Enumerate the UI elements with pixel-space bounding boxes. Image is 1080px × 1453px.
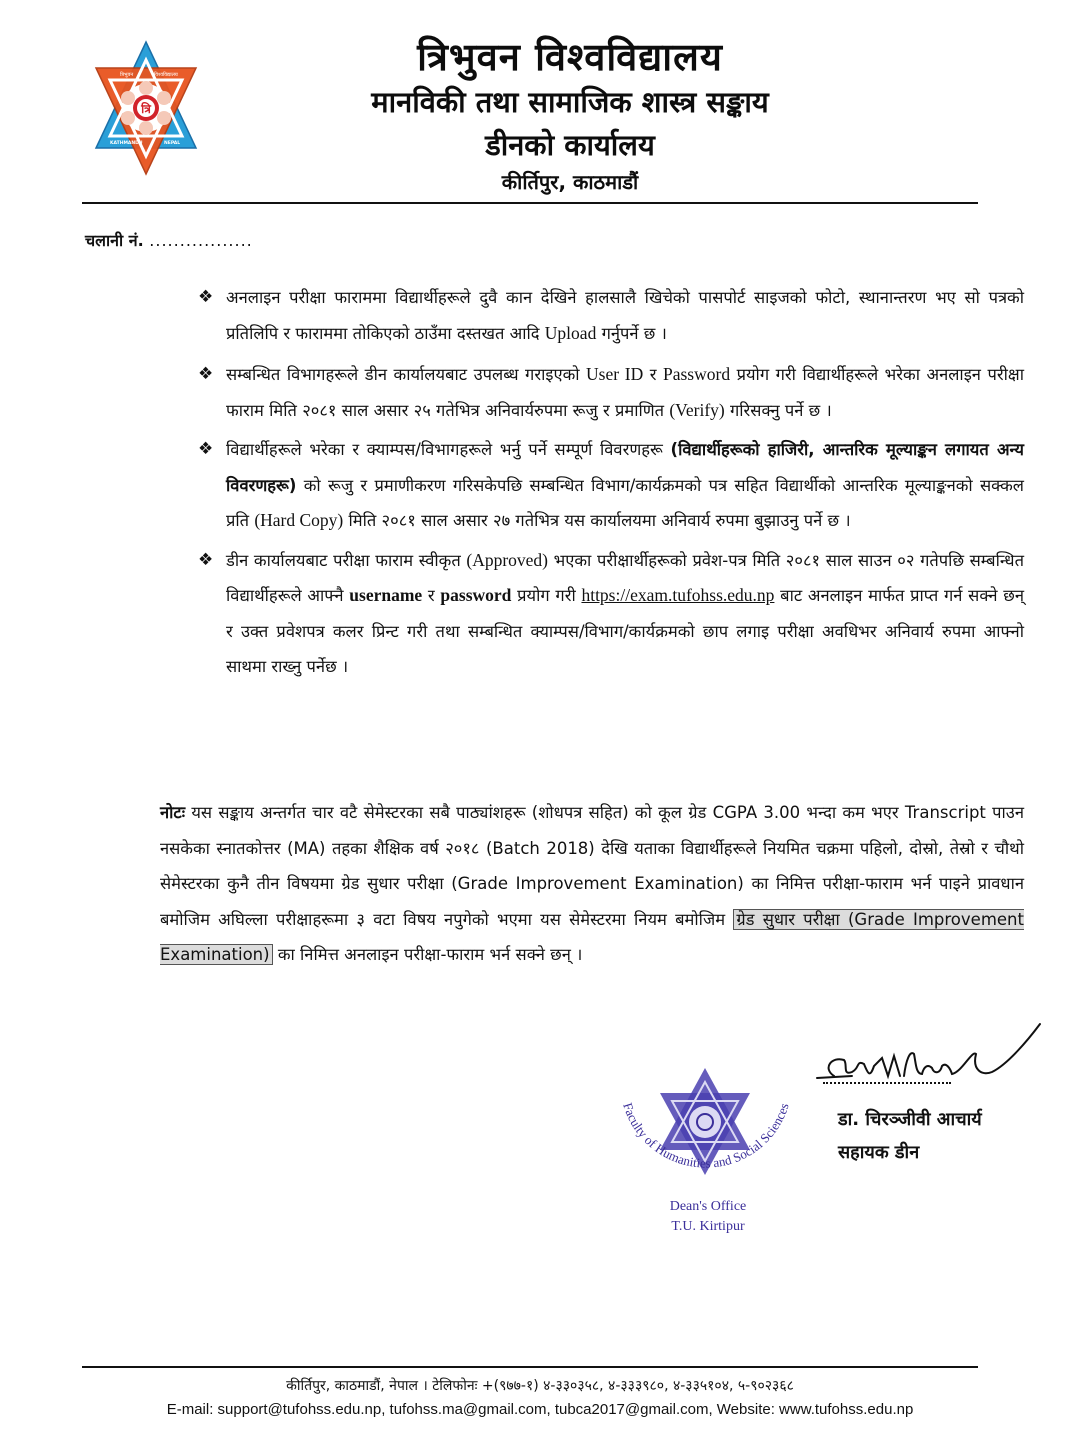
instruction-text-part: (Hard Copy) — [254, 510, 344, 530]
note-highlight: ग्रेड सुधार परीक्षा (Grade Improvement Examination) — [160, 909, 1024, 964]
logo-center-text: त्रि — [141, 102, 151, 116]
exam-portal-link[interactable]: https://exam.tufohss.edu.np — [581, 585, 775, 605]
instruction-text-part: (Verify) — [669, 399, 725, 420]
instruction-text-part: गर्नुपर्ने छ । — [596, 323, 667, 343]
office-name: डीनको कार्यालय — [485, 128, 655, 162]
instruction-text — [226, 288, 1024, 343]
footer-address-phone: कीर्तिपुर, काठमाडौं, नेपाल । टेलिफोनः +(९७७-१) ४-३३०३५८, ४-३३३९८०, ४-३३५१०४, ५-९०२३६८ — [286, 1378, 794, 1394]
instruction-text-part: प्रयोग गरी विद्यार्थीहरूले भरेका अनलाइन परीक्षा फाराम मिति २०८१ साल असार २५ गतेभित्र अनिवार्यरुपमा रूजु र प्रमाणित — [226, 365, 1024, 420]
stamp-line-2: T.U. Kirtipur — [671, 1219, 745, 1234]
instruction-text-part: (Approved) — [466, 549, 549, 570]
diamond-bullet-icon: ❖ — [198, 364, 214, 384]
instruction-text-part: username — [349, 585, 423, 605]
reference-label: चलानी नं. — [85, 231, 144, 250]
note-text-end: का निमित्त अनलाइन परीक्षा-फाराम भर्न सक्ने छन् । — [272, 945, 583, 964]
instruction-item — [198, 357, 1024, 428]
stamp-arc-text: Faculty of Humanities and Social Sciences — [620, 1100, 792, 1171]
instruction-list — [198, 280, 1024, 689]
instruction-text-part: (विद्यार्थीहरूको हाजिरी, आन्तरिक मूल्याङ्कन लगायत अन्य विवरणहरू) — [226, 440, 1024, 495]
logo-text-top-right: विश्वविद्यालय — [154, 72, 178, 78]
reference-number — [85, 229, 253, 251]
instruction-text-part: विद्यार्थीहरूले भरेका र क्याम्पस/विभागहरूले भर्नु पर्ने सम्पूर्ण विवरणहरू — [226, 440, 671, 459]
instruction-text-part: र — [422, 586, 441, 605]
faculty-name: मानविकी तथा सामाजिक शास्त्र सङ्काय — [371, 85, 769, 119]
instruction-text — [226, 440, 1024, 530]
instruction-text-part: बाट अनलाइन मार्फत प्राप्त गर्न सक्ने छन् र उक्त प्रवेशपत्र कलर प्रिन्ट गरी तथा सम्बन्धित क्याम्पस/विभाग/कार्यक्रमको छाप लगाइ परीक्षा अवधिभर अनिवार्य रुपमा आफ्नो साथमा राख्नु पर्नेछ । — [226, 586, 1024, 676]
footer-divider — [82, 1366, 978, 1368]
note-paragraph — [160, 795, 1024, 973]
signatory-title: सहायक डीन — [838, 1142, 920, 1163]
instruction-text-part: Password — [662, 364, 731, 384]
instruction-text-part: मिति २०८१ साल असार २७ गतेभित्र यस कार्यालयमा अनिवार्य रुपमा बुझाउनु पर्ने छ । — [343, 511, 851, 530]
instruction-item — [198, 280, 1024, 351]
instruction-text-part: भएका परीक्षार्थीहरूको प्रवेश-पत्र मिति २०८१ साल साउन ०२ गतेपछि सम्बन्धित विद्यार्थीहरूले आफ्नै — [226, 550, 1024, 605]
logo-text-bottom-left: KATHMANDU — [110, 141, 143, 146]
diamond-bullet-icon: ❖ — [198, 439, 214, 459]
diamond-bullet-icon: ❖ — [198, 549, 214, 570]
logo-text-bottom-right: NEPAL — [164, 141, 181, 146]
instruction-text-part: password — [440, 585, 512, 605]
instruction-text-part: को रूजु र प्रमाणीकरण गरिसकेपछि सम्बन्धित विभाग/कार्यक्रमको पत्र सहित विद्यार्थीको आन्तरिक मूल्याङ्कनको सक्कल प्रति — [226, 475, 1024, 530]
instruction-text-part: गरिसक्नु पर्ने छ । — [724, 400, 832, 420]
reference-value: ................. — [149, 231, 253, 250]
instruction-text-part: User ID — [586, 364, 644, 384]
signatory-name: डा. चिरञ्जीवी आचार्य — [838, 1109, 982, 1130]
university-name: त्रिभुवन विश्वविद्यालय — [417, 35, 723, 79]
tribhuvan-university-logo-icon — [92, 38, 200, 178]
instruction-text-part: डीन कार्यालयबाट परीक्षा फाराम स्वीकृत — [226, 550, 467, 570]
instruction-text — [226, 551, 1024, 677]
instruction-text — [226, 365, 1024, 420]
instruction-text-part: प्रयोग गरी — [511, 586, 582, 605]
signature-icon — [812, 1020, 1062, 1090]
diamond-bullet-icon: ❖ — [198, 287, 214, 307]
instruction-item — [198, 543, 1024, 685]
header-divider — [82, 202, 978, 204]
instruction-item — [198, 432, 1024, 539]
instruction-text-part: सम्बन्धित विभागहरूले डीन कार्यालयबाट उपलब्ध गराइएको — [226, 365, 587, 384]
office-location: कीर्तिपुर, काठमाडौं — [501, 170, 639, 194]
logo-text-top-left: त्रिभुवन — [120, 72, 134, 78]
instruction-text-part: र — [643, 365, 663, 384]
instruction-text-part: अनलाइन परीक्षा फाराममा विद्यार्थीहरूले दुवै कान देखिने हालसालै खिचेको पासपोर्ट साइजको फोटो, स्थानान्तरण भए सो पत्रको प्रतिलिपि र फाराममा तोकिएको ठाउँमा दस्तखत आदि — [226, 288, 1024, 343]
dean-office-stamp — [600, 1060, 810, 1240]
signature-line — [823, 1082, 951, 1084]
stamp-line-1: Dean's Office — [669, 1199, 747, 1214]
note-text: यस सङ्काय अन्तर्गत चार वटै सेमेस्टरका सबै पाठ्यांशहरू (शोधपत्र सहित) को कूल ग्रेड CGPA 3.00 भन्दा कम भएर Transcript पाउन नसकेका स्नातकोत्तर (MA) तहका शैक्षिक वर्ष २०१८ (Batch 2018) देखि यताका विद्यार्थीहरूले नियमित चक्रमा पहिलो, दोस्रो, तेस्रो र चौथो सेमेस्टरका कुनै तीन विषयमा ग्रेड सुधार परीक्षा (Grade Improvement Examination) का निमित्त परीक्षा-फाराम भर्न पाइने प्रावधान बमोजिम अघिल्ला परीक्षाहरूमा ३ वटा विषय नपुगेको भएमा यस सेमेस्टरमा नियम बमोजिम — [160, 803, 1024, 929]
footer-contact: E-mail: support@tufohss.edu.np, tufohss.ma@gmail.com, tubca2017@gmail.com, Website: www.tufohss.edu.np — [166, 1401, 914, 1418]
note-label: नोटः — [160, 803, 186, 822]
instruction-text-part: Upload — [544, 322, 597, 343]
